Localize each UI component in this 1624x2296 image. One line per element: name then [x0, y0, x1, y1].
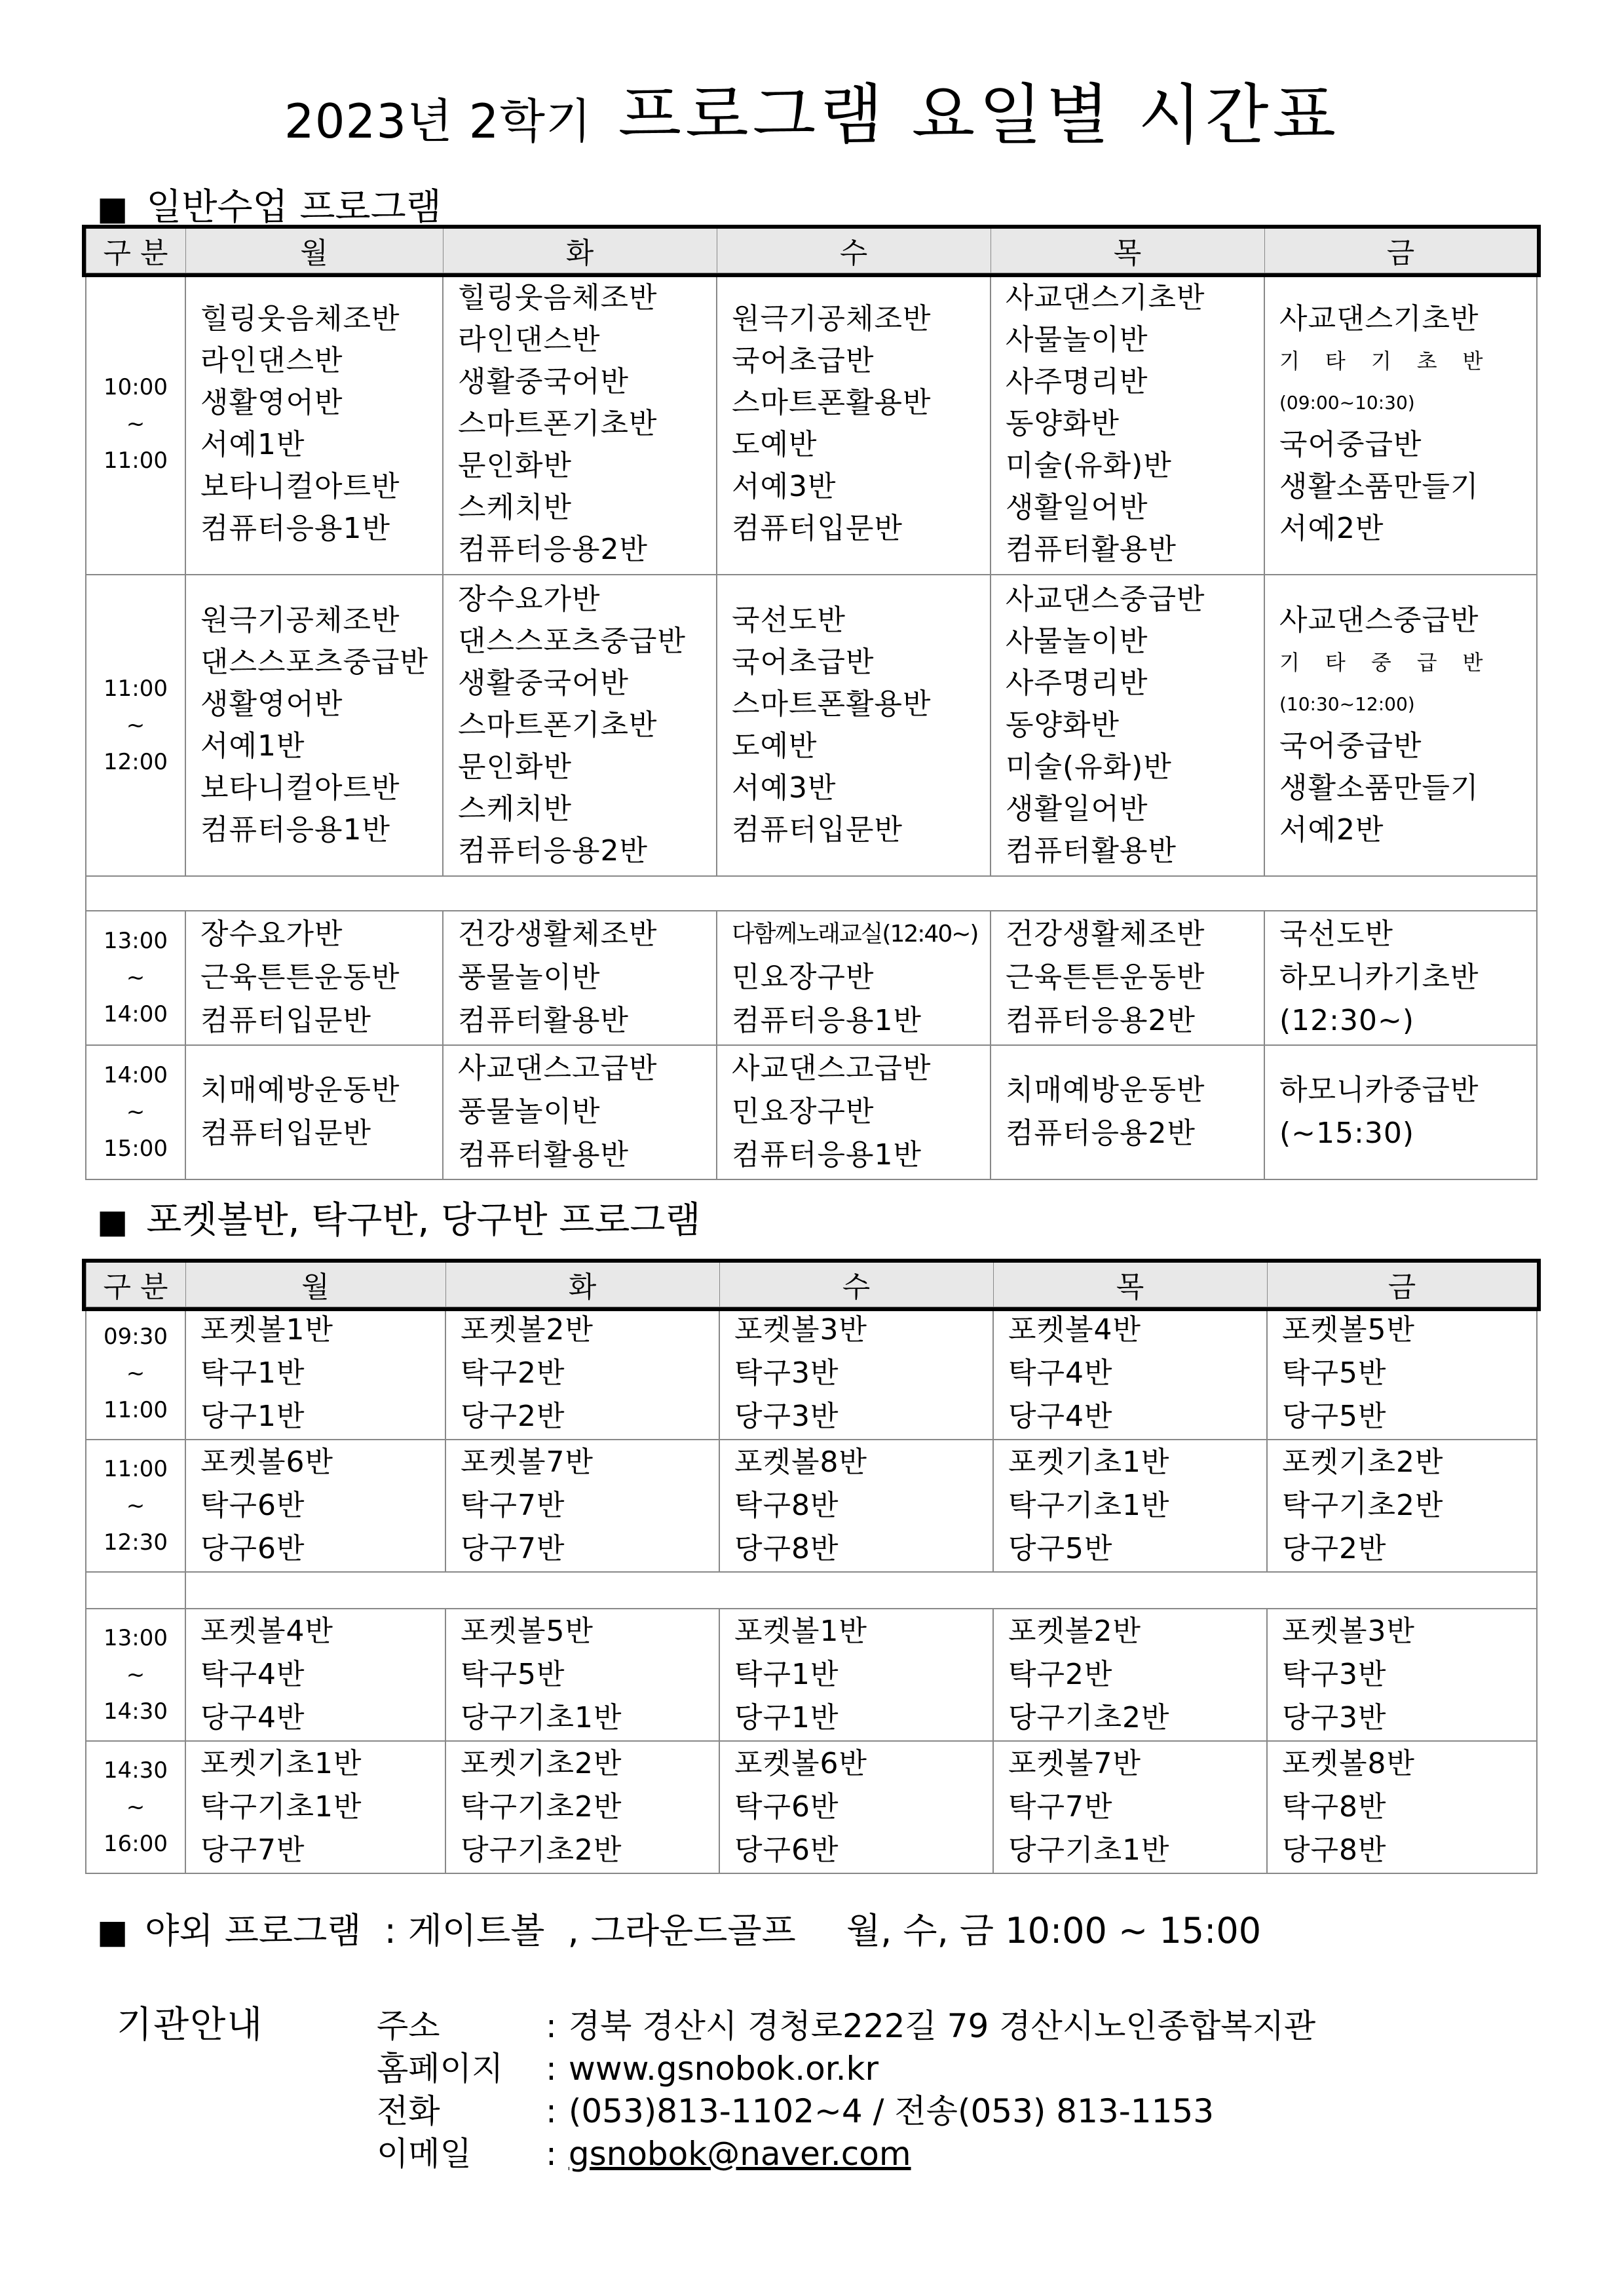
lunch-gap-row [86, 1572, 1537, 1609]
general-schedule-table [85, 228, 1538, 1180]
header-friday: 금 [1267, 1263, 1537, 1307]
title-main: 프로그램 요일별 시간표 [618, 77, 1340, 153]
header-monday: 월 [185, 1263, 445, 1307]
class-cell: 포켓볼4반 탁구4반 당구4반 [993, 1307, 1267, 1440]
section-general-title: 일반수업 프로그램 [146, 186, 442, 229]
class-cell: 국선도반 국어초급반 스마트폰활용반 도예반 서예3반 컴퓨터입문반 [717, 575, 991, 876]
class-cell: 포켓볼7반 탁구7반 당구7반 [445, 1440, 719, 1572]
page-title [0, 62, 1624, 157]
class-cell: 포켓볼8반 탁구8반 당구8반 [1267, 1741, 1537, 1873]
title-term: 2023년 2학기 [284, 94, 592, 149]
class-cell: 포켓볼1반 탁구1반 당구1반 [719, 1609, 993, 1741]
time-slot: 13:00 ~ 14:30 [86, 1609, 185, 1741]
square-bullet-icon: ■ [97, 189, 128, 227]
table-row [86, 273, 1537, 575]
table-header-row [86, 229, 1537, 273]
table-row [86, 1609, 1537, 1741]
header-friday: 금 [1264, 229, 1537, 273]
info-homepage: 홈페이지 : www.gsnobok.or.kr [377, 2050, 879, 2088]
time-slot: 11:00 ~ 12:30 [86, 1440, 185, 1572]
billiards-schedule-table [85, 1262, 1538, 1874]
class-cell: 치매예방운동반 컴퓨터입문반 [185, 1045, 443, 1179]
header-thursday: 목 [993, 1263, 1267, 1307]
time-slot: 13:00 ~ 14:00 [86, 911, 185, 1045]
header-category: 구 분 [86, 229, 185, 273]
class-cell: 장수요가반 댄스스포츠중급반 생활중국어반 스마트폰기초반 문인화반 스케치반 컴퓨터응용2반 [443, 575, 717, 876]
section-billiards-heading [97, 1191, 701, 1244]
class-cell: 다함께노래교실(12:40~) 민요장구반 컴퓨터응용1반 [717, 911, 991, 1045]
class-cell: 포켓기초2반 탁구기초2반 당구2반 [1267, 1440, 1537, 1572]
table-row [86, 1440, 1537, 1572]
class-cell: 사교댄스기초반 사물놀이반 사주명리반 동양화반 미술(유화)반 생활일어반 컴퓨터활용반 [991, 273, 1264, 575]
table-row [86, 1307, 1537, 1440]
class-cell: 사교댄스중급반 기타중급반 (10:30~12:00) 국어중급반 생활소품만들기 서예2반 [1264, 575, 1537, 876]
header-wednesday: 수 [719, 1263, 993, 1307]
class-cell: 포켓볼7반 탁구7반 당구기초1반 [993, 1741, 1267, 1873]
institution-info-label: 기관안내 [117, 2004, 264, 2046]
class-cell: 포켓볼3반 탁구3반 당구3반 [1267, 1609, 1537, 1741]
time-slot: 14:30 ~ 16:00 [86, 1741, 185, 1873]
address-value: 경북 경산시 경청로222길 79 경산시노인종합복지관 [568, 2007, 1316, 2045]
class-cell: 포켓볼5반 탁구5반 당구기초1반 [445, 1609, 719, 1741]
header-tuesday: 화 [443, 229, 717, 273]
class-cell: 포켓볼6반 탁구6반 당구6반 [185, 1440, 445, 1572]
outdoor-program-1: 게이트볼 [407, 1910, 545, 1951]
info-phone: 전화 : (053)813-1102~4 / 전송(053) 813-1153 [377, 2092, 1215, 2130]
class-cell: 힐링웃음체조반 라인댄스반 생활중국어반 스마트폰기초반 문인화반 스케치반 컴퓨터응용2반 [443, 273, 717, 575]
square-bullet-icon: ■ [97, 1202, 128, 1240]
class-cell: 포켓볼3반 탁구3반 당구3반 [719, 1307, 993, 1440]
class-cell: 포켓볼1반 탁구1반 당구1반 [185, 1307, 445, 1440]
class-cell: 원극기공체조반 국어초급반 스마트폰활용반 도예반 서예3반 컴퓨터입문반 [717, 273, 991, 575]
class-cell: 포켓볼6반 탁구6반 당구6반 [719, 1741, 993, 1873]
class-cell: 장수요가반 근육튼튼운동반 컴퓨터입문반 [185, 911, 443, 1045]
homepage-link[interactable]: www.gsnobok.or.kr [568, 2050, 879, 2088]
class-cell: 건강생활체조반 풍물놀이반 컴퓨터활용반 [443, 911, 717, 1045]
table-row [86, 575, 1537, 876]
lunch-gap-row [86, 876, 1537, 911]
class-cell: 하모니카중급반 (~15:30) [1264, 1045, 1537, 1179]
time-slot: 10:00 ~ 11:00 [86, 273, 185, 575]
class-cell: 사교댄스중급반 사물놀이반 사주명리반 동양화반 미술(유화)반 생활일어반 컴퓨터활용반 [991, 575, 1264, 876]
section-billiards-title: 포켓볼반, 탁구반, 당구반 프로그램 [146, 1199, 701, 1242]
header-thursday: 목 [991, 229, 1264, 273]
class-cell: 포켓볼5반 탁구5반 당구5반 [1267, 1307, 1537, 1440]
time-slot: 09:30 ~ 11:00 [86, 1307, 185, 1440]
info-address: 주소 : 경북 경산시 경청로222길 79 경산시노인종합복지관 [377, 2007, 1316, 2045]
class-cell: 치매예방운동반 컴퓨터응용2반 [991, 1045, 1264, 1179]
info-email: 이메일 : gsnobok@naver.com [377, 2135, 911, 2173]
class-cell: 사교댄스고급반 풍물놀이반 컴퓨터활용반 [443, 1045, 717, 1179]
header-monday: 월 [185, 229, 443, 273]
outdoor-label: 야외 프로그램 [145, 1910, 362, 1951]
phone-value: (053)813-1102~4 / 전송(053) 813-1153 [568, 2092, 1215, 2130]
class-cell: 원극기공체조반 댄스스포츠중급반 생활영어반 서예1반 보타니컬아트반 컴퓨터응용1반 [185, 575, 443, 876]
header-tuesday: 화 [445, 1263, 719, 1307]
header-wednesday: 수 [717, 229, 991, 273]
class-cell: 포켓볼2반 탁구2반 당구기초2반 [993, 1609, 1267, 1741]
table-row [86, 1741, 1537, 1873]
class-cell: 건강생활체조반 근육튼튼운동반 컴퓨터응용2반 [991, 911, 1264, 1045]
class-cell: 포켓기초2반 탁구기초2반 당구기초2반 [445, 1741, 719, 1873]
class-cell: 사교댄스기초반 기타기초반 (09:00~10:30) 국어중급반 생활소품만들기 서예2반 [1264, 273, 1537, 575]
table-row [86, 1045, 1537, 1179]
table-header-row [86, 1263, 1537, 1307]
outdoor-program-2: 그라운드골프 [590, 1910, 796, 1951]
time-slot: 14:00 ~ 15:00 [86, 1045, 185, 1179]
time-slot: 11:00 ~ 12:00 [86, 575, 185, 876]
outdoor-schedule: 월, 수, 금 10:00 ~ 15:00 [846, 1910, 1262, 1951]
section-general-heading [97, 178, 442, 231]
header-category: 구 분 [86, 1263, 185, 1307]
class-cell: 포켓볼8반 탁구8반 당구8반 [719, 1440, 993, 1572]
table-row [86, 911, 1537, 1045]
class-cell: 포켓기초1반 탁구기초1반 당구5반 [993, 1440, 1267, 1572]
outdoor-program: ■ 야외 프로그램 : 게이트볼 , 그라운드골프 월, 수, 금 10:00 ~ 15:00 [97, 1910, 1262, 1951]
class-cell: 포켓볼4반 탁구4반 당구4반 [185, 1609, 445, 1741]
class-cell: 국선도반 하모니카기초반 (12:30~) [1264, 911, 1537, 1045]
class-cell: 포켓기초1반 탁구기초1반 당구7반 [185, 1741, 445, 1873]
class-cell: 사교댄스고급반 민요장구반 컴퓨터응용1반 [717, 1045, 991, 1179]
class-cell: 힐링웃음체조반 라인댄스반 생활영어반 서예1반 보타니컬아트반 컴퓨터응용1반 [185, 273, 443, 575]
square-bullet-icon: ■ [97, 1913, 128, 1951]
class-cell: 포켓볼2반 탁구2반 당구2반 [445, 1307, 719, 1440]
email-link[interactable]: gsnobok@naver.com [568, 2135, 911, 2173]
